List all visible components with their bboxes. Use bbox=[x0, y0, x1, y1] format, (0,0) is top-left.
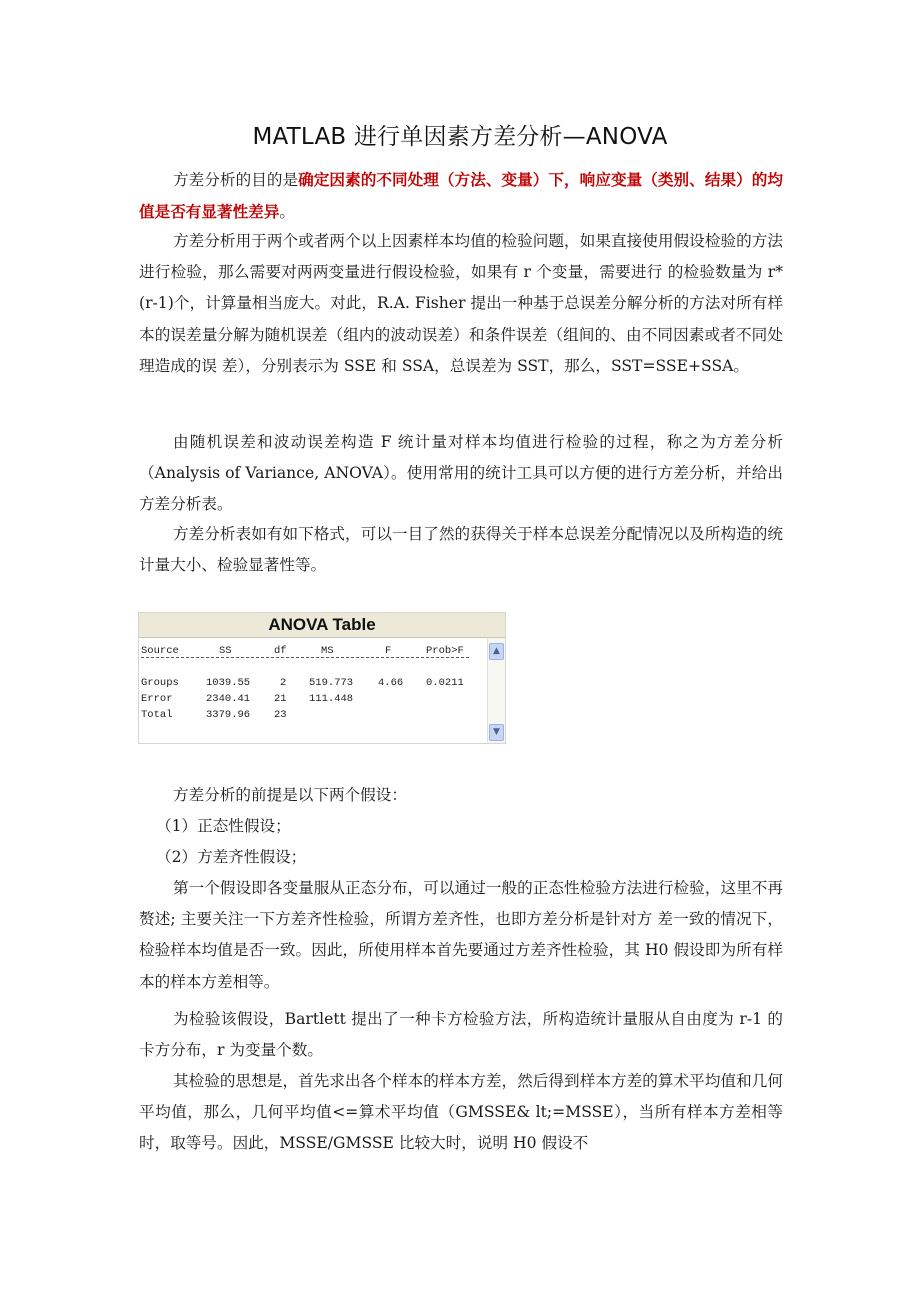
cell-source: Total bbox=[141, 709, 173, 721]
assumption-item-1: （1）正态性假设； bbox=[156, 817, 291, 835]
cell-ss: 1039.55 bbox=[206, 677, 251, 689]
paragraph-purpose bbox=[139, 164, 783, 228]
chevron-down-icon: ▼ bbox=[493, 727, 500, 737]
table-row bbox=[141, 676, 464, 690]
header-divider bbox=[141, 657, 469, 658]
cell-ss: 2340.41 bbox=[206, 693, 251, 705]
assumption-item-2: （2）方差齐性假设； bbox=[156, 848, 307, 866]
cell-f: 4.66 bbox=[378, 677, 404, 689]
paragraph-bartlett: 为检验该假设，Bartlett 提出了一种卡方检验方法，所构造统计量服从自由度为 r-1 的卡方分布，r 为变量个数。 bbox=[139, 1010, 783, 1060]
cell-df: 21 bbox=[274, 693, 287, 705]
purpose-lead: 方差分析的目的是 bbox=[173, 171, 299, 189]
paragraph-assumptions: 方差分析的前提是以下两个假设： bbox=[173, 786, 407, 804]
cell-ms: 111.448 bbox=[309, 693, 354, 705]
scroll-down-button[interactable] bbox=[489, 724, 504, 741]
cell-ms: 519.773 bbox=[309, 677, 354, 689]
cell-df: 2 bbox=[280, 677, 287, 689]
col-ms: MS bbox=[321, 645, 334, 657]
anova-header-row bbox=[141, 644, 464, 658]
chevron-up-icon: ▲ bbox=[493, 646, 500, 656]
paragraph-homogeneity: 第一个假设即各变量服从正态分布，可以通过一般的正态性检验方法进行检验，这里不再赘述; 主要关注一下方差齐性检验，所谓方差齐性，也即方差分析是针对方 差一致的情况下，检验样本均值是否一致。因此，所使用样本首先要通过方差齐性检验，其 H0 假设即为所有样本的样本方差相等。 bbox=[139, 879, 783, 991]
purpose-emphasis: 确定因素的不同处理（方法、变量）下，响应变量（类别、结果）的均值是否有显著性差异 bbox=[139, 170, 783, 222]
col-prob: Prob>F bbox=[426, 645, 464, 657]
table-scrollbar[interactable] bbox=[487, 638, 505, 743]
col-f: F bbox=[385, 645, 392, 657]
cell-ss: 3379.96 bbox=[206, 709, 251, 721]
document-title: MATLAB 进行单因素方差分析—ANOVA bbox=[252, 124, 668, 150]
anova-table-body bbox=[139, 638, 487, 743]
cell-source: Error bbox=[141, 693, 173, 705]
anova-table-figure bbox=[138, 612, 506, 744]
paragraph-test-idea: 其检验的思想是，首先求出各个样本的样本方差，然后得到样本方差的算术平均值和几何平均值，那么，几何平均值<=算术平均值（GMSSE& lt;=MSSE），当所有样本方差相等时，取等号。因此，MSSE/GMSSE 比较大时，说明 H0 假设不 bbox=[139, 1072, 783, 1153]
anova-table-title: ANOVA Table bbox=[139, 613, 505, 638]
scroll-up-button[interactable] bbox=[489, 643, 504, 660]
col-df: df bbox=[274, 645, 287, 657]
table-row bbox=[141, 692, 354, 706]
table-row bbox=[141, 708, 287, 722]
cell-prob: 0.0211 bbox=[426, 677, 464, 689]
cell-source: Groups bbox=[141, 677, 179, 689]
col-source: Source bbox=[141, 645, 179, 657]
cell-df: 23 bbox=[274, 709, 287, 721]
paragraph-intro: 方差分析用于两个或者两个以上因素样本均值的检验问题，如果直接使用假设检验的方法进行检验，那么需要对两两变量进行假设检验，如果有 r 个变量，需要进行 的检验数量为 r*(r-1)个，计算量相当庞大。对此，R.A. Fisher 提出一种基于总误差分解分析的方法对所有样本的误差量分解为随机误差（组内的波动误差）和条件误差（组间的、由不同因素或者不同处理造成的误 差），分别表示为 SSE 和 SSA，总误差为 SST，那么，SST=SSE+SSA。 bbox=[139, 232, 783, 375]
paragraph-f-statistic: 由随机误差和波动误差构造 F 统计量对样本均值进行检验的过程，称之为方差分析（Analysis of Variance, ANOVA）。使用常用的统计工具可以方便的进行方差分析，并给出方差分析表。 bbox=[139, 433, 783, 514]
paragraph-table-format: 方差分析表如有如下格式，可以一目了然的获得关于样本总误差分配情况以及所构造的统计量大小、检验显著性等。 bbox=[139, 525, 783, 575]
col-ss: SS bbox=[219, 645, 232, 657]
purpose-tail: 。 bbox=[279, 203, 295, 222]
